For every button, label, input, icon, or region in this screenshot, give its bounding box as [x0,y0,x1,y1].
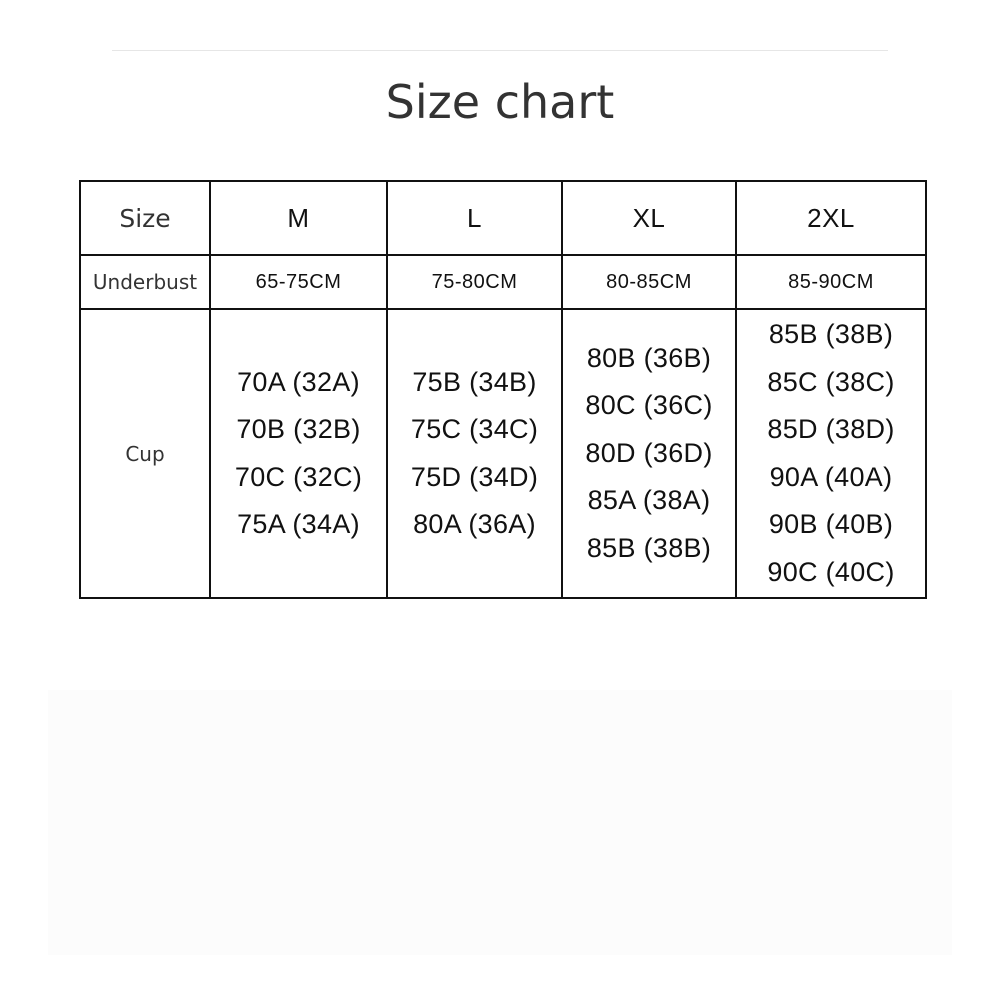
cup-size-item: 70A (32A) [237,366,360,397]
cup-size-item: 80B (36B) [586,342,712,373]
size-row-label: Size [80,181,210,255]
size-header-l: L [387,181,562,255]
underbust-row [80,255,926,309]
cup-size-item: 85A (38A) [587,485,711,516]
cup-list-m [211,359,386,549]
cup-size-item: 80A (36A) [413,509,536,539]
cup-row [80,309,926,598]
cup-size-item: 85B (38B) [768,319,894,349]
background-panel [48,690,952,955]
cup-size-item: 80C (36C) [585,390,713,421]
cup-cell-l [387,309,562,598]
cup-size-item: 75D (34D) [410,461,539,492]
cup-size-item: 75B (34B) [412,366,537,397]
cup-size-item: 85D (38D) [767,414,895,444]
size-header-xl: XL [562,181,736,255]
cup-size-item: 75C (34C) [410,414,539,444]
underbust-value-m: 65-75CM [210,255,387,309]
cup-cell-2xl [736,309,926,598]
cup-size-item: 85B (38B) [586,532,712,563]
size-row [80,181,926,255]
cup-cell-m [210,309,387,598]
underbust-value-xl: 80-85CM [562,255,736,309]
underbust-value-l: 75-80CM [387,255,562,309]
size-chart-table [79,180,927,599]
underbust-row-label: Underbust [80,255,210,309]
cup-list-l [388,359,561,549]
cup-size-item: 90C (40C) [767,556,895,587]
cup-size-item: 85C (38C) [767,366,895,397]
underbust-value-2xl: 85-90CM [736,255,926,309]
cup-size-item: 90B (40B) [768,509,894,539]
cup-row-label: Cup [80,309,210,598]
cup-size-item: 90A (40A) [769,461,893,492]
top-divider [112,50,888,51]
size-header-2xl: 2XL [736,181,926,255]
cup-size-item: 75A (34A) [237,509,360,539]
cup-list-2xl [737,311,925,596]
size-header-m: M [210,181,387,255]
cup-size-item: 70C (32C) [234,461,363,492]
cup-size-item: 80D (36D) [585,437,713,468]
page-title: Size chart [385,75,615,129]
cup-size-item: 70B (32B) [236,414,361,444]
cup-list-xl [563,335,735,573]
cup-cell-xl [562,309,736,598]
